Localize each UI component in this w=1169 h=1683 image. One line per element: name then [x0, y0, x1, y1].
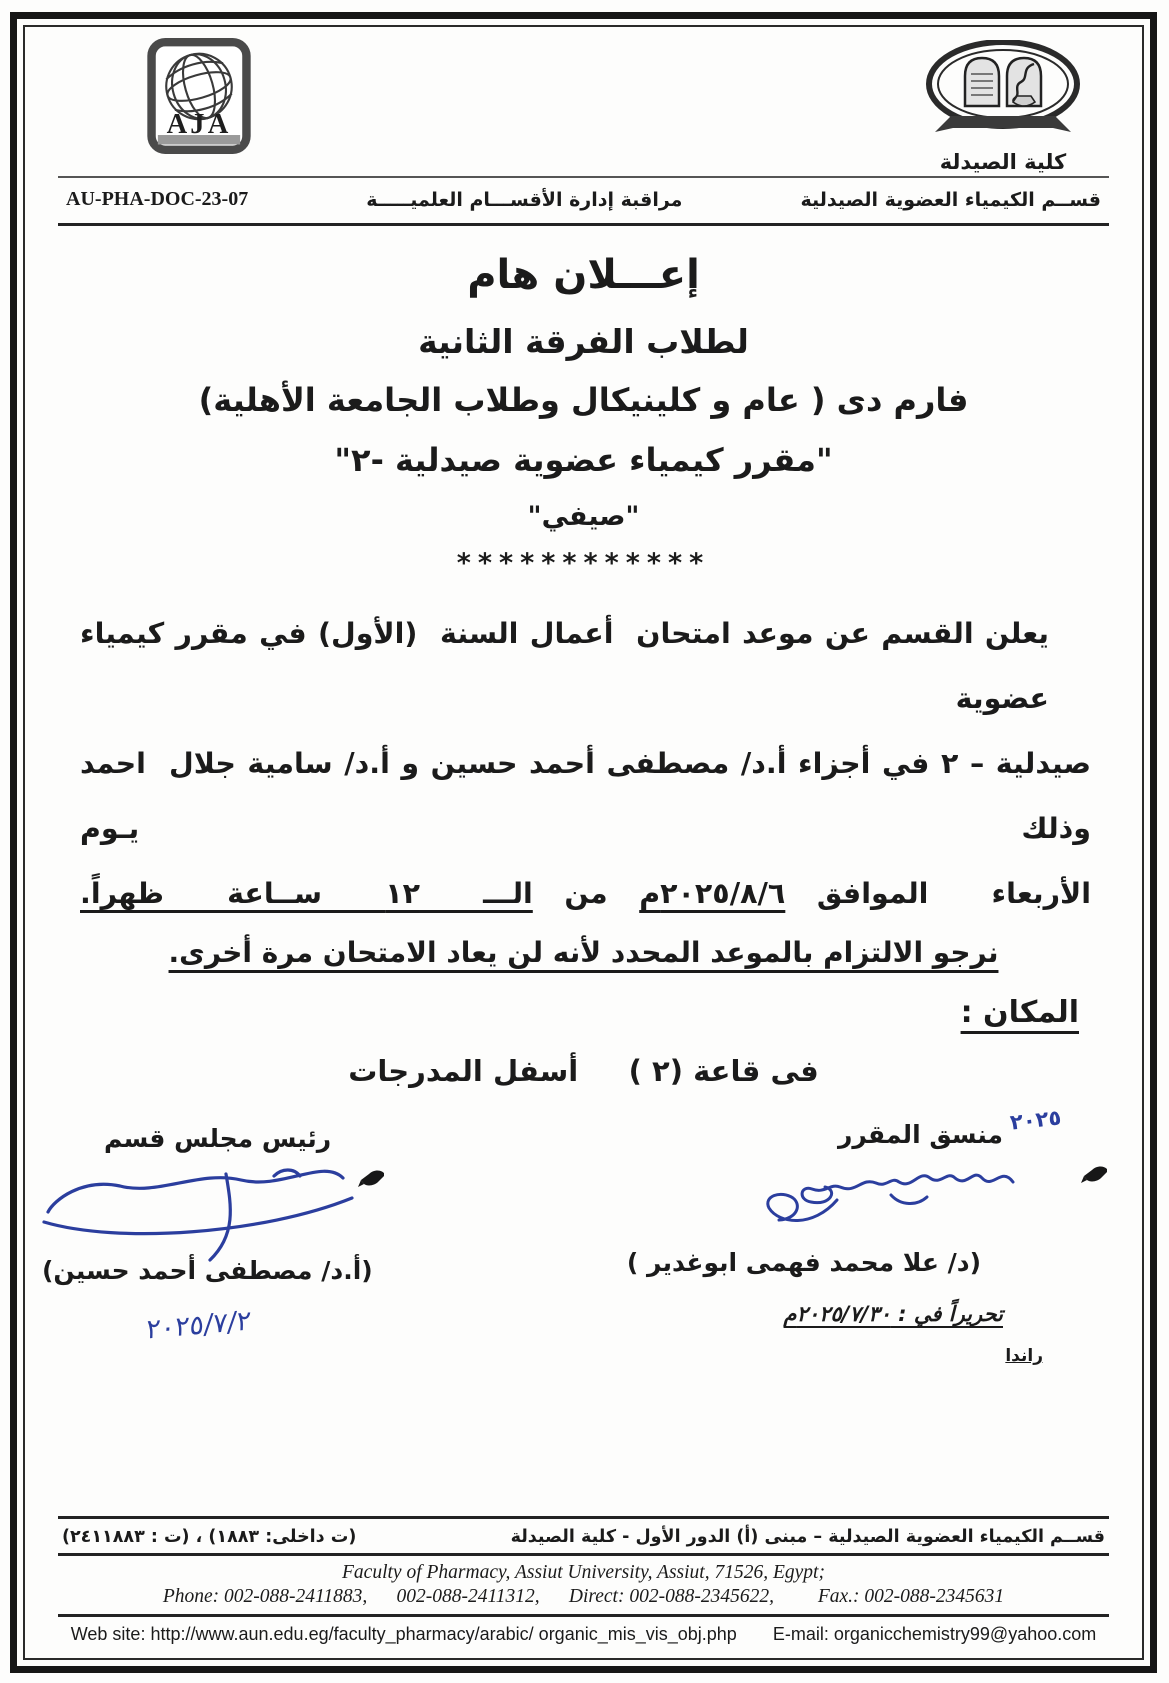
- body-line-2: صيدلية – ٢ في أجزاء أ.د/ مصطفى أحمد حسين و أ.د/ سامية جلال احمد وذلك يـوم: [70, 747, 1091, 845]
- body-line-3: [80, 861, 1091, 926]
- coordinator-name: (د/ علا محمد فهمى ابوغدير ): [626, 1248, 981, 1277]
- signatures-section: [36, 1106, 1131, 1418]
- department-name: قســم الكيمياء العضوية الصيدلية: [800, 188, 1101, 211]
- footer-web-row: [36, 1617, 1131, 1651]
- department-head-signature: [38, 1146, 368, 1266]
- announcement-course: "مقرر كيمياء عضوية صيدلية -٢": [334, 441, 833, 479]
- department-head-title: رئيس مجلس قسم: [104, 1124, 332, 1153]
- handwritten-note: راندا: [1005, 1346, 1043, 1366]
- faculty-caption: كلية الصيدلة: [939, 150, 1067, 174]
- aja-logo-icon: [146, 38, 252, 154]
- department-head-name: (أ.د/ مصطفى أحمد حسين): [42, 1256, 373, 1285]
- footer-department-address: قســم الكيمياء العضوية الصيدلية – مبنى (أ) الدور الأول - كلية الصيدلة: [510, 1527, 1105, 1547]
- announcement-title: إعـــلان هام: [467, 252, 700, 298]
- footer-divider-2: [58, 1553, 1109, 1556]
- department-head-handwritten-date: ٢٠٢٥/٧/٢: [145, 1305, 252, 1346]
- exam-date: ٢٠٢٥/٨/٦م: [639, 877, 786, 910]
- issued-date-line: تحريراً في : ٢٠٢٥/٧/٣٠م: [783, 1302, 1003, 1326]
- page-footer: [36, 1516, 1131, 1651]
- writing-hand-icon: [358, 1168, 386, 1188]
- footer-internal-phones: (ت داخلى: ١٨٨٣) ، (ت : ٢٤١١٨٨٣): [62, 1527, 357, 1547]
- footer-english-address: Faculty of Pharmacy, Assiut University, Assiut, 71526, Egypt;: [342, 1562, 825, 1583]
- writing-hand-icon: [1081, 1164, 1109, 1184]
- header-divider-bottom: [58, 223, 1109, 226]
- announcement-body: [36, 601, 1131, 926]
- coordinator-signature: [741, 1140, 1021, 1240]
- footer-arabic-row: [36, 1519, 1131, 1553]
- pharmacy-college-emblem-icon: [923, 40, 1083, 144]
- location-value: فى قاعة (٢ ) أسفل المدرجات: [348, 1054, 819, 1088]
- departments-control-label: مراقبة إدارة الأقســـام العلميـــــة: [366, 188, 683, 211]
- body-line-1: يعلن القسم عن موعد امتحان أعمال السنة (الأول) في مقرر كيمياء عضوية: [70, 617, 1049, 715]
- website-url: http://www.aun.edu.eg/faculty_pharmacy/arabic/ organic_mis_vis_obj.php: [150, 1624, 737, 1644]
- footer-phone-numbers: Phone: 002-088-2411883, 002-088-2411312, Direct: 002-088-2345622, Fax.: 002-088-2345631: [162, 1586, 1005, 1607]
- aja-logo: [146, 38, 252, 158]
- announcement-subtitle: لطلاب الفرقة الثانية: [418, 322, 749, 361]
- aja-logo-text: AJA: [166, 108, 232, 140]
- body-line-3-middle: من: [532, 877, 640, 910]
- coordinator-title: منسق المقرر: [837, 1120, 1003, 1149]
- coordinator-handwritten-year: ٢٠٢٥: [1008, 1105, 1063, 1135]
- logos-row: [36, 34, 1131, 176]
- announcement-term: "صيفي": [527, 501, 640, 532]
- announcement-audience: فارم دى ( عام و كلينيكال وطلاب الجامعة الأهلية): [198, 381, 969, 419]
- pharmacy-college-logo: [923, 40, 1083, 174]
- email-address: organicchemistry99@yahoo.com: [833, 1624, 1097, 1644]
- body-line-3-prefix: الأربعاء الموافق: [785, 877, 1092, 910]
- warning-line: نرجو الالتزام بالموعد المحدد لأنه لن يعاد الامتحان مرة أخرى.: [168, 936, 999, 969]
- document-code: AU-PHA-DOC-23-07: [66, 188, 249, 210]
- document-header-row: [36, 178, 1131, 223]
- exam-time: الـــ ١٢ ســاعة ظهراً.: [80, 877, 533, 910]
- stars-separator: ************: [456, 548, 711, 579]
- website-label: Web site:: [70, 1624, 146, 1644]
- email-label: E-mail:: [772, 1624, 829, 1644]
- location-label: المكان :: [960, 995, 1079, 1030]
